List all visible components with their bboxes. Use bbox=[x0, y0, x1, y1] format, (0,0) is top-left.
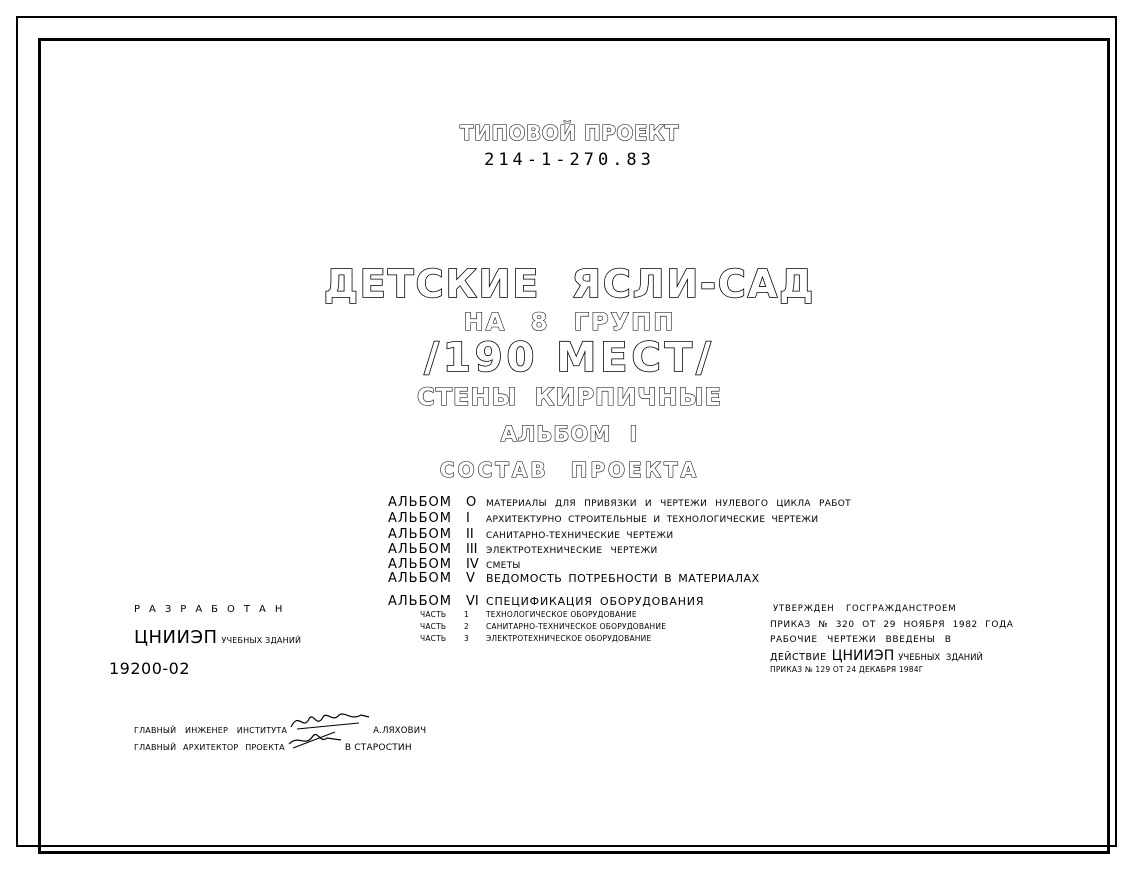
part-description: ТЕХНОЛОГИЧЕСКОЕ ОБОРУДОВАНИЕ bbox=[486, 610, 637, 619]
signature-row bbox=[134, 728, 412, 753]
part-row bbox=[420, 610, 637, 619]
album-label: АЛЬБОМ bbox=[388, 527, 452, 542]
album-number: II bbox=[466, 527, 474, 542]
title-line-3: /190 МЕСТ/ bbox=[424, 335, 715, 381]
album-row bbox=[388, 511, 818, 526]
album-label: АЛЬБОМ bbox=[388, 557, 452, 572]
approval-line-5: ПРИКАЗ № 129 ОТ 24 ДЕКАБРЯ 1984Г bbox=[770, 665, 924, 674]
album-number: IV bbox=[466, 557, 479, 572]
project-number: 214-1-270.83 bbox=[484, 150, 655, 170]
part-description: САНИТАРНО-ТЕХНИЧЕСКОЕ ОБОРУДОВАНИЕ bbox=[486, 622, 667, 631]
signature-name: А.ЛЯХОВИЧ bbox=[373, 726, 427, 736]
album-description: ВЕДОМОСТЬ ПОТРЕБНОСТИ В МАТЕРИАЛАХ bbox=[486, 572, 760, 585]
approval-line-4 bbox=[770, 648, 983, 664]
album-row bbox=[388, 557, 521, 572]
album-row bbox=[388, 542, 658, 557]
title-line-5: АЛЬБОМ I bbox=[500, 422, 639, 446]
album-row bbox=[388, 571, 760, 586]
developer-org: ЦНИИЭП bbox=[134, 627, 218, 648]
title-line-2: НА 8 ГРУПП bbox=[463, 308, 676, 336]
album-label: АЛЬБОМ bbox=[388, 511, 452, 526]
approval-action: ДЕЙСТВИЕ bbox=[770, 652, 827, 663]
title-line-1: ДЕТСКИЕ ЯСЛИ-САД bbox=[323, 262, 816, 306]
part-row bbox=[420, 634, 651, 643]
album-number: O bbox=[466, 495, 477, 510]
part-number: 1 bbox=[464, 610, 469, 619]
title-line-4: СТЕНЫ КИРПИЧНЫЕ bbox=[417, 383, 722, 411]
approval-org: ЦНИИЭП bbox=[831, 648, 895, 664]
part-number: 2 bbox=[464, 622, 469, 631]
album-row bbox=[388, 594, 704, 609]
album-description: МАТЕРИАЛЫ ДЛЯ ПРИВЯЗКИ И ЧЕРТЕЖИ НУЛЕВОГО ЦИКЛА РАБОТ bbox=[486, 499, 851, 509]
approval-line-3: РАБОЧИЕ ЧЕРТЕЖИ ВВЕДЕНЫ В bbox=[770, 635, 952, 645]
developer-code: 19200-02 bbox=[109, 659, 191, 678]
part-label: ЧАСТЬ bbox=[420, 634, 447, 643]
approval-org-suffix: УЧЕБНЫХ ЗДАНИЙ bbox=[898, 653, 983, 663]
part-row bbox=[420, 622, 666, 631]
signature-role: ГЛАВНЫЙ АРХИТЕКТОР ПРОЕКТА bbox=[134, 743, 285, 752]
composition-heading: СОСТАВ ПРОЕКТА bbox=[439, 458, 700, 482]
album-description: ЭЛЕКТРОТЕХНИЧЕСКИЕ ЧЕРТЕЖИ bbox=[486, 546, 658, 556]
developer-org-suffix: УЧЕБНЫХ ЗДАНИЙ bbox=[221, 636, 302, 645]
developer-label: РАЗРАБОТАН bbox=[134, 604, 292, 615]
album-description: САНИТАРНО-ТЕХНИЧЕСКИЕ ЧЕРТЕЖИ bbox=[486, 531, 674, 541]
developer-org-line bbox=[134, 627, 301, 648]
album-row bbox=[388, 527, 673, 542]
album-row bbox=[388, 495, 851, 510]
album-number: III bbox=[466, 542, 478, 557]
album-number: I bbox=[466, 511, 470, 526]
approval-line-1: УТВЕРЖДЕН ГОСГРАЖДАНСТРОЕМ bbox=[773, 604, 957, 614]
album-label: АЛЬБОМ bbox=[388, 594, 452, 609]
signature-mark bbox=[287, 728, 343, 750]
album-label: АЛЬБОМ bbox=[388, 542, 452, 557]
album-label: АЛЬБОМ bbox=[388, 495, 452, 510]
album-description: АРХИТЕКТУРНО СТРОИТЕЛЬНЫЕ И ТЕХНОЛОГИЧЕСКИЕ ЧЕРТЕЖИ bbox=[486, 515, 819, 525]
part-number: 3 bbox=[464, 634, 469, 643]
signature-name: В СТАРОСТИН bbox=[344, 743, 412, 753]
part-label: ЧАСТЬ bbox=[420, 610, 447, 619]
signature-role: ГЛАВНЫЙ ИНЖЕНЕР ИНСТИТУТА bbox=[134, 726, 288, 735]
album-label: АЛЬБОМ bbox=[388, 571, 452, 586]
album-number: VI bbox=[466, 594, 479, 609]
album-number: V bbox=[466, 571, 475, 586]
approval-line-2: ПРИКАЗ № 320 ОТ 29 НОЯБРЯ 1982 ГОДА bbox=[770, 620, 1014, 630]
project-type: ТИПОВОЙ ПРОЕКТ bbox=[459, 121, 680, 145]
album-description: СПЕЦИФИКАЦИЯ ОБОРУДОВАНИЯ bbox=[486, 595, 705, 608]
part-label: ЧАСТЬ bbox=[420, 622, 447, 631]
part-description: ЭЛЕКТРОТЕХНИЧЕСКОЕ ОБОРУДОВАНИЕ bbox=[486, 634, 652, 643]
album-description: СМЕТЫ bbox=[486, 561, 521, 571]
